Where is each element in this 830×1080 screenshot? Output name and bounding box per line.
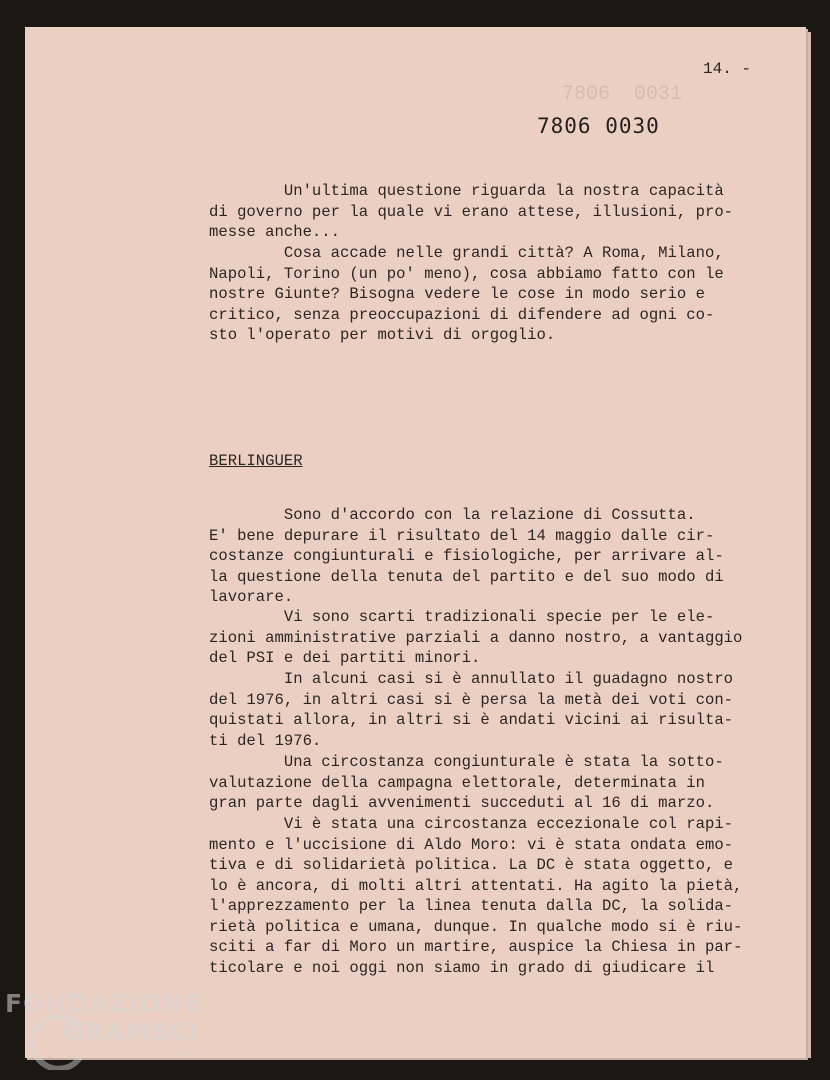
text-line: E' bene depurare il risultato del 14 maggio dalle cir- [209,526,715,545]
watermark-line2: GRAMSCI [63,1017,200,1046]
text-line: la questione della tenuta del partito e del suo modo di [209,567,724,586]
watermark-line1: FONDAZIONE [5,989,202,1018]
text-line: In alcuni casi si è annullato il guadagno nostro [209,670,734,688]
text-line: zioni amministrative parziali a danno nostro, a vantaggio [209,628,743,647]
text-line: lavorare. [209,588,294,606]
section2-para1 [209,505,769,608]
text-line: valutazione della campagna elettorale, determinata in [209,773,705,792]
text-line: quistati allora, in altri si è andati vicini ai risulta- [209,711,734,729]
text-line: di governo per la quale vi erano attese, illusioni, pro- [209,202,734,221]
text-line: Sono d'accordo con la relazione di Cossutta. [209,506,696,524]
text-line: Cosa accade nelle grandi città? A Roma, Milano, [209,244,724,262]
text-line: del PSI e dei partiti minori. [209,649,481,667]
text-line: rietà politica e umana, dunque. In qualche modo si è riu- [209,917,743,936]
text-line: sciti a far di Moro un martire, auspice la Chiesa in par- [209,938,743,956]
text-line: ticolare e noi oggi non siamo in grado di giudicare il [209,958,715,977]
page-edge [806,32,811,1058]
text-line: costanze congiunturali e fisiologiche, per arrivare al- [209,547,724,565]
ghost-stamp: 7806 0031 [562,83,683,106]
text-line: lo è ancora, di molti altri attentati. Ha agito la pietà, [209,876,743,895]
text-line: Vi sono scarti tradizionali specie per le ele- [209,608,715,626]
fondazione-gramsci-watermark [5,989,202,1059]
text-line: Una circostanza congiunturale è stata la sotto- [209,753,724,771]
text-line: messe anche... [209,223,341,241]
text-line: Vi è stata una circostanza eccezionale col rapi- [209,815,734,833]
section1-para2 [209,243,769,346]
archive-stamp: 7806 0030 [537,114,660,138]
page-number: 14. - [703,60,752,78]
text-line: l'apprezzamento per la linea tenuta dalla DC, la solida- [209,897,734,915]
text-line: Napoli, Torino (un po' meno), cosa abbiamo fatto con le [209,264,724,283]
watermark-line3: onlus [175,1048,202,1059]
text-line: Un'ultima questione riguarda la nostra capacità [209,182,724,200]
text-line: del 1976, in altri casi si è persa la metà dei voti con- [209,690,734,709]
text-line: gran parte dagli avvenimenti succeduti al 16 di marzo. [209,794,715,812]
section2-para5 [209,814,769,978]
speaker-heading: BERLINGUER [209,452,303,470]
text-line: tiva e di solidarietà politica. La DC è stata oggetto, e [209,856,734,874]
section2-para3 [209,669,769,751]
text-line: mento e l'uccisione di Aldo Moro: vi è stata ondata emo- [209,835,734,854]
section2-para2 [209,607,769,669]
section2-para4 [209,752,769,814]
section1-para1 [209,181,769,243]
text-line: nostre Giunte? Bisogna vedere le cose in modo serio e [209,285,705,303]
text-line: sto l'operato per motivi di orgoglio. [209,326,556,344]
text-line: critico, senza preoccupazioni di difendere ad ogni co- [209,305,715,324]
text-line: ti del 1976. [209,731,322,750]
